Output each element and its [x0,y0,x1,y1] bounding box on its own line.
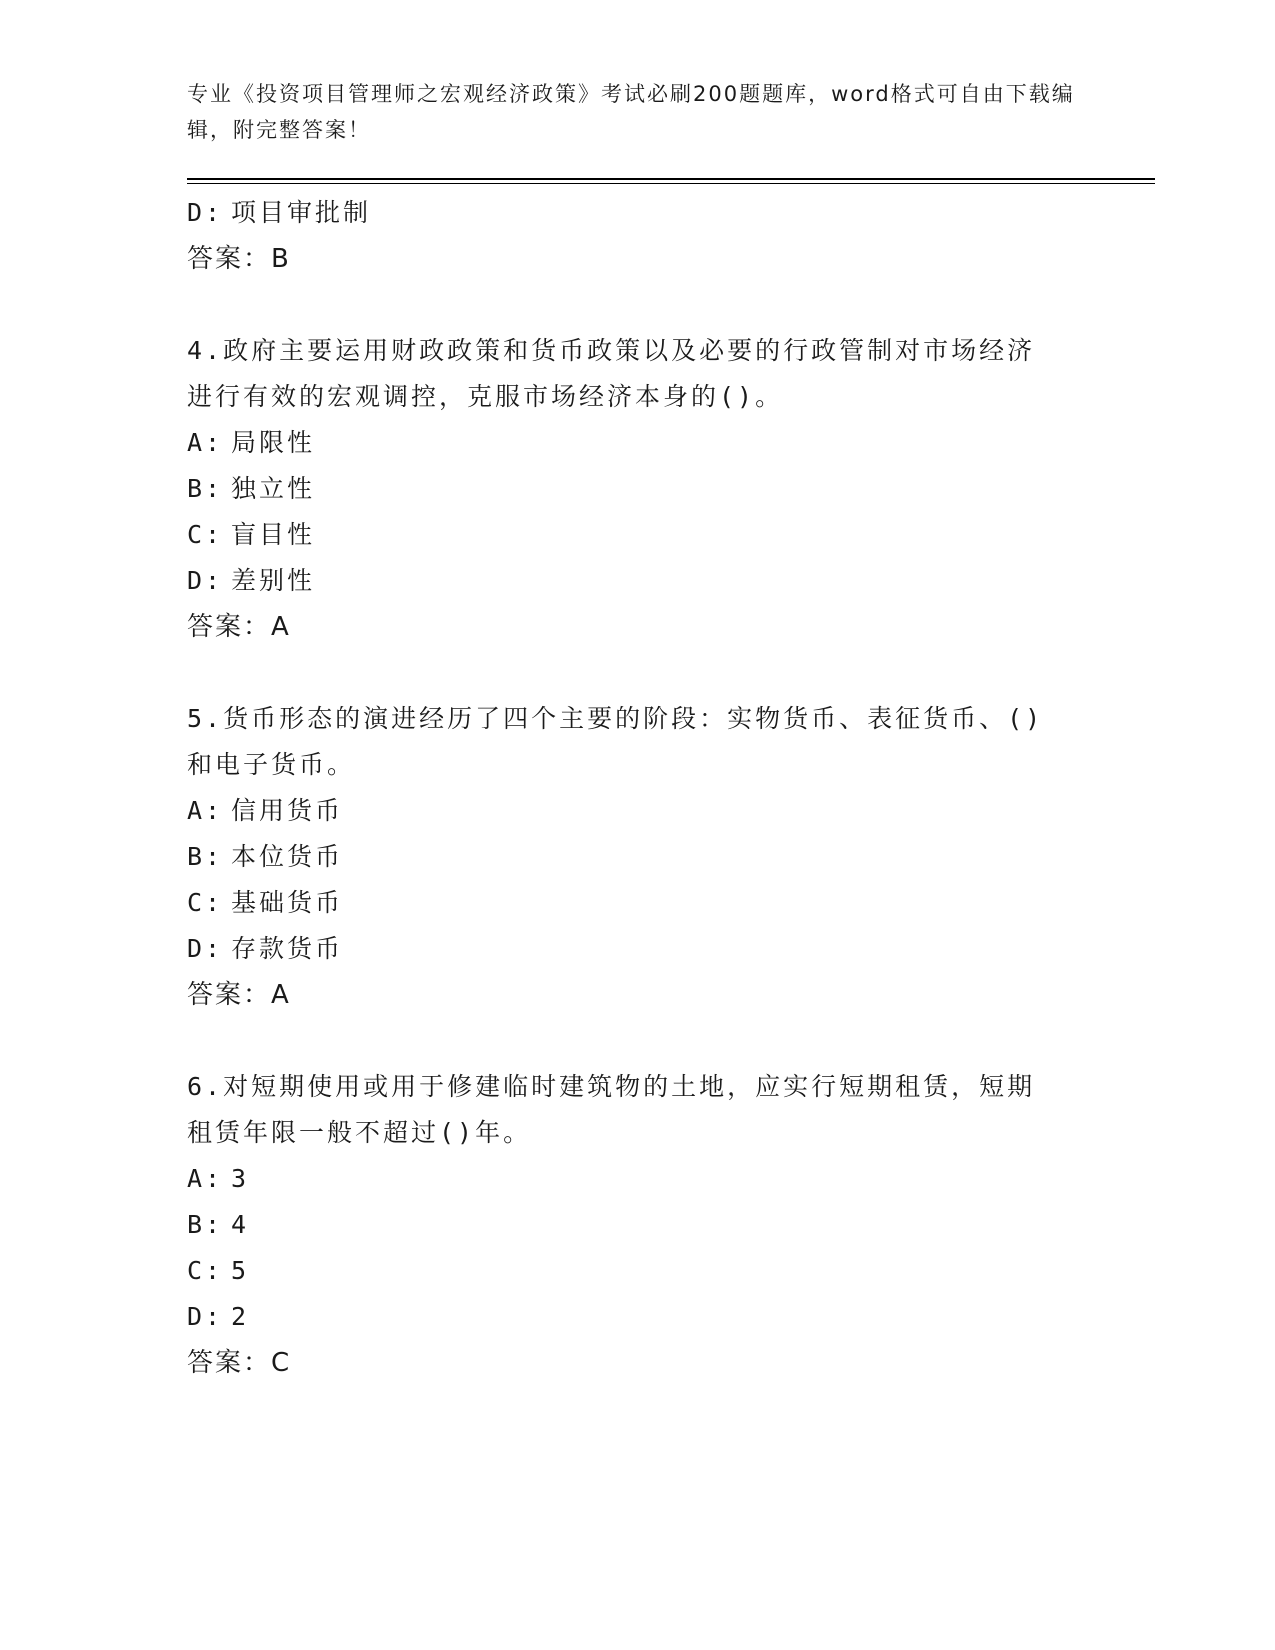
question-stem-line: 和电子货币。 [187,750,356,779]
option-letter: D: [187,934,224,963]
question-4 [187,328,1087,650]
option-b [187,1202,1087,1248]
question-stem-line: 租赁年限一般不超过()年。 [187,1118,532,1147]
option-letter: A: [187,428,224,457]
answer-line: 答案：A [187,612,291,642]
document-body [187,190,1087,1386]
option-text: 局限性 [231,428,316,457]
option-letter: B: [187,1210,224,1239]
header-rule-thin [187,183,1155,184]
option-text: 差别性 [231,566,316,595]
question-stem-line: 5.货币形态的演进经历了四个主要的阶段：实物货币、表征货币、() [187,704,1044,733]
option-b [187,466,1087,512]
option-text: 本位货币 [231,842,344,871]
answer-line: 答案：A [187,980,291,1010]
question-6 [187,1064,1087,1386]
option-letter: B: [187,842,224,871]
option-text: 信用货币 [231,796,344,825]
option-letter: C: [187,1256,224,1285]
option-text: 5 [231,1256,250,1285]
question-stem-line: 6.对短期使用或用于修建临时建筑物的土地，应实行短期租赁，短期 [187,1072,1036,1101]
question-5 [187,696,1087,1018]
spacer [187,650,1087,696]
document-header: 专业《投资项目管理师之宏观经济政策》考试必刷200题题库，word格式可自由下载编辑，附完整答案！ [187,82,1075,142]
option-d [187,558,1087,604]
option-text: 存款货币 [231,934,344,963]
option-d [187,926,1087,972]
option-text: 项目审批制 [231,198,372,227]
option-text: 独立性 [231,474,316,503]
option-text: 4 [231,1210,250,1239]
option-c [187,512,1087,558]
option-text: 3 [231,1164,250,1193]
option-c [187,1248,1087,1294]
question-stem-line: 进行有效的宏观调控，克服市场经济本身的()。 [187,382,784,411]
option-letter: B: [187,474,224,503]
option-text: 2 [231,1302,250,1331]
option-b [187,834,1087,880]
option-letter: D: [187,566,224,595]
option-c [187,880,1087,926]
option-a [187,788,1087,834]
option-d [187,1294,1087,1340]
option-letter: D: [187,1302,224,1331]
option-text: 盲目性 [231,520,316,549]
option-a [187,1156,1087,1202]
question-stem-line: 4.政府主要运用财政政策和货币政策以及必要的行政管制对市场经济 [187,336,1036,365]
option-d [187,190,1087,236]
answer-line: 答案：C [187,1348,292,1378]
option-letter: C: [187,888,224,917]
option-letter: A: [187,796,224,825]
option-letter: D: [187,198,224,227]
option-text: 基础货币 [231,888,344,917]
header-rule-thick [187,178,1155,180]
option-letter: C: [187,520,224,549]
option-letter: A: [187,1164,224,1193]
spacer [187,1018,1087,1064]
spacer [187,282,1087,328]
answer-line: 答案：B [187,244,291,274]
option-a [187,420,1087,466]
